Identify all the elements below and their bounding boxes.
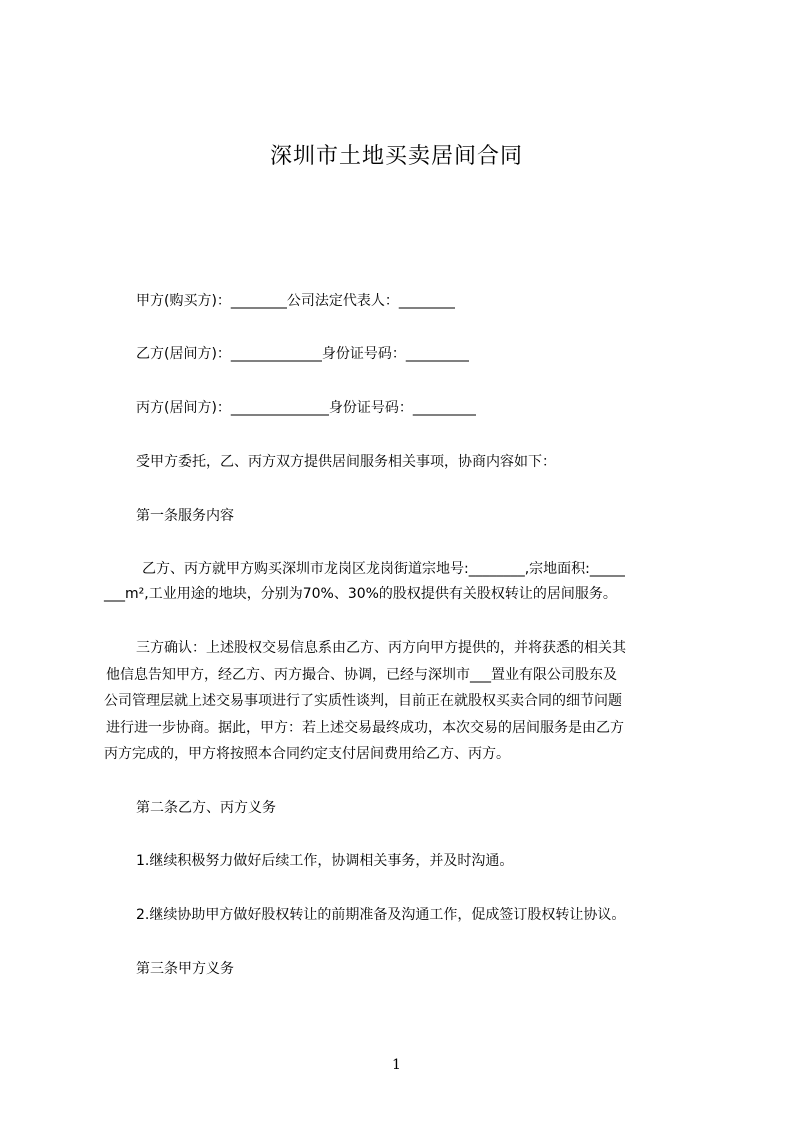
party-b-line: 乙方(居间方)：_____________身份证号码：_________ <box>136 346 469 362</box>
intro-line: 受甲方委托，乙、丙方双方提供居间服务相关事项，协商内容如下： <box>136 454 556 470</box>
article-1-paragraph-1-line-1: 乙方、丙方就甲方购买深圳市龙岗区龙岗街道宗地号:________,宗地面积:_____ <box>142 561 625 577</box>
article-1-paragraph-2-line-1: 三方确认：上述股权交易信息系由乙方、丙方向甲方提供的，并将获悉的相关其 <box>136 640 626 656</box>
article-2-item-2: 2.继续协助甲方做好股权转让的前期准备及沟通工作，促成签订股权转让协议。 <box>136 907 626 923</box>
article-1-heading: 第一条服务内容 <box>136 508 234 524</box>
article-2-heading: 第二条乙方、丙方义务 <box>136 800 276 816</box>
page-number: 1 <box>392 1057 401 1073</box>
party-c-line: 丙方(居间方)：______________身份证号码：_________ <box>136 400 476 416</box>
article-1-paragraph-2-line-5: 丙方完成的，甲方将按照本合同约定支付居间费用给乙方、丙方。 <box>104 746 510 762</box>
document-title: 深圳市土地买卖居间合同 <box>269 144 523 169</box>
article-1-paragraph-2-line-3: 公司管理层就上述交易事项进行了实质性谈判，目前正在就股权买卖合同的细节问题 <box>104 693 622 709</box>
article-1-paragraph-2-line-2: 他信息告知甲方，经乙方、丙方撮合、协调，已经与深圳市___置业有限公司股东及 <box>106 667 617 683</box>
article-1-paragraph-2-line-4: 进行进一步协商。据此，甲方：若上述交易最终成功，本次交易的居间服务是由乙方 <box>106 720 624 736</box>
article-1-paragraph-1-line-2: ___m²,工业用途的地块，分别为70%、30%的股权提供有关股权转让的居间服务。 <box>104 586 617 602</box>
article-3-heading: 第三条甲方义务 <box>136 961 234 977</box>
party-a-line: 甲方(购买方)：________公司法定代表人：________ <box>136 293 455 309</box>
article-2-item-1: 1.继续积极努力做好后续工作，协调相关事务，并及时沟通。 <box>136 853 514 869</box>
